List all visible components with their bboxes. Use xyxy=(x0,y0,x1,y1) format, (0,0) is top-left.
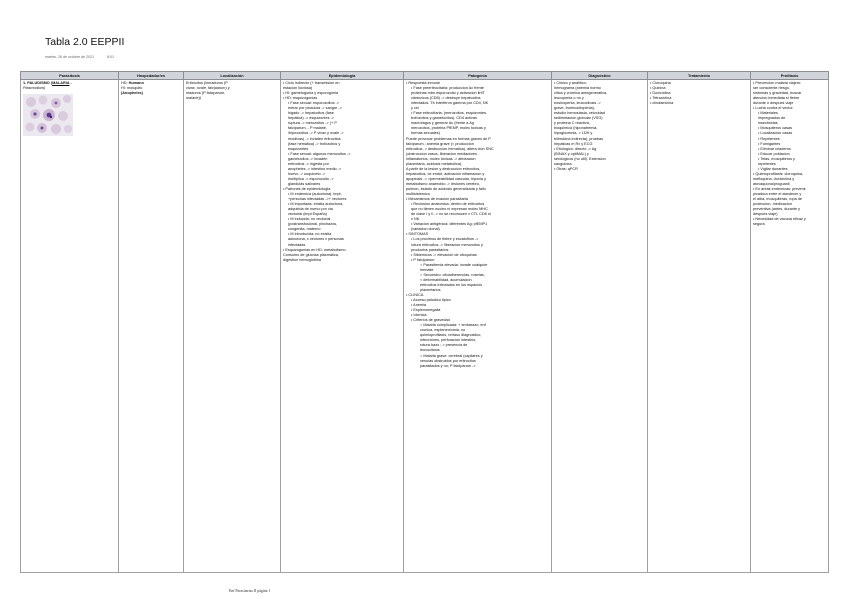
cell-line: proteinas mbn esporozoito y activacion linfT xyxy=(411,91,485,96)
cell-line: • Ciclo indirecto (+ transmision en xyxy=(283,81,340,85)
cell-line: parasitados y no; P falciparum -> xyxy=(420,363,476,368)
cell-line: estacion lluviosa) xyxy=(283,86,313,91)
cell-localizacion: Eritrocitos (inmaduros (P vivax, ovale, falciparum) y maduros (P falciparum, malarie)) xyxy=(184,80,281,573)
header-parasitosis: Parasitosis xyxy=(21,72,119,80)
cell-line: (variacion clonal) xyxy=(411,227,440,232)
table-row xyxy=(21,80,829,573)
cell-line: • clindamicina xyxy=(650,101,674,106)
cell-line: quimioprofilaxis, retraso diagnostico, xyxy=(420,333,482,338)
cell-line: falciparum, - P malarie, xyxy=(288,126,327,131)
cell-line: trofozoitos y gametocitos). CD4 activan xyxy=(411,116,478,121)
cell-line: que no tienen nucleo ni expresan molec MHC xyxy=(411,207,488,212)
cell-line: ○ Parasitemia elevada: invade cualquier xyxy=(420,262,488,267)
cell-line: multisistemico xyxy=(406,192,430,197)
cell-line: x NK. xyxy=(411,217,421,222)
cell-line: atovaquona/proguanil xyxy=(753,181,790,186)
cell-line: hematie xyxy=(420,267,434,272)
malaria-link[interactable]: MALARIA xyxy=(52,81,70,85)
cell-line: • Fase sexual: algunos merozoitos -> xyxy=(288,151,351,156)
cell-line: citica y cromica amegenerativa, xyxy=(554,91,608,96)
cell-line: hepaticas m Rx y ECG xyxy=(554,141,593,146)
cell-line: autoctona, x vectores x personas xyxy=(288,237,344,242)
cell-line: A partir de la lesion y destruccion eritrocitos, xyxy=(406,166,481,171)
cell-line: • Ictericia xyxy=(411,313,427,318)
parasitosis-table xyxy=(20,71,829,573)
page-date-time xyxy=(45,55,114,59)
header-hospedador: Hospedador/es xyxy=(119,72,184,80)
cell-line: • En areas endemicas: prevenir xyxy=(753,186,806,191)
cell-line: hemograma (anemia normo xyxy=(554,86,601,91)
cell-line: macrofagos y generar Ac (frente a Ag xyxy=(411,121,474,126)
cell-line: < deformabilidad, acumulacion xyxy=(420,277,472,282)
cell-line: productos parasitarios xyxy=(411,247,449,252)
cell-line: glandulas salivares xyxy=(288,181,321,186)
cell-line: • Educar poblacion xyxy=(758,151,790,156)
epidemiologia-lines xyxy=(283,81,401,263)
cell-line: • Tetraciclina xyxy=(650,96,672,101)
cell-line: anopheles -> intestino medio -> xyxy=(288,166,342,171)
cell-line: • Esplenomegalia xyxy=(411,308,441,313)
cell-line: recidivas) -> invaden eritrocitos xyxy=(288,136,341,141)
header-patogenia: Patogenia xyxy=(404,72,552,80)
cell-line: eritrocitos -> ingesta por xyxy=(288,161,329,166)
cell-line: bioquimica (hiponatremia, xyxy=(554,126,598,131)
profilaxis-lines xyxy=(753,81,826,227)
cell-parasitosis xyxy=(21,80,119,573)
parasitosis-genus: Plasmodium) xyxy=(23,86,46,91)
cell-line: • Telas, mosquiteros y xyxy=(758,156,795,161)
cell-line: insecticidas xyxy=(758,121,778,126)
parasitosis-heading: 1. PALUDISMO (MALARIA - xyxy=(23,81,72,85)
cell-line: repelentes xyxy=(758,161,776,166)
cell-line: eritrocitos infectados en los espacios xyxy=(420,282,483,287)
cell-line: formas sexuales) xyxy=(411,131,440,136)
cell-epidemiologia xyxy=(281,80,404,573)
page-date: martes, 26 de octubre de 2021 xyxy=(45,55,94,59)
table-header-row xyxy=(21,72,829,80)
cell-line: • Mecanismos de evasion parasitaria xyxy=(406,197,468,202)
header-profilaxis: Profilaxis xyxy=(751,72,829,80)
cell-line: • M importada: existia autoctona, xyxy=(288,202,344,207)
header-localizacion: Localización xyxy=(184,72,281,80)
cell-line: • Respuesta inmune xyxy=(406,81,441,85)
cell-line: • Reclusion anatomica: dentro de eritrocitos xyxy=(411,202,485,207)
cell-line: impregnados de xyxy=(758,116,786,121)
page-time: 8:01 xyxy=(106,55,114,59)
cell-line: • Repelentes xyxy=(758,136,780,141)
cell-line: Consumo de glucosa plasmatica, xyxy=(283,252,339,257)
patogenia-lines xyxy=(406,81,549,369)
cell-line: pulmon, estado de acidosis generalizada y fallo xyxy=(406,186,486,191)
cell-line: • CLINICA xyxy=(406,292,424,297)
cell-line: gametocitos -> invaden xyxy=(288,156,328,161)
cell-profilaxis xyxy=(751,80,829,573)
cell-line: merozoitos, proteina PfEMP, molec toxicas y xyxy=(411,126,486,131)
cell-line: sanguinea. xyxy=(554,161,573,166)
cell-line: falciparum,: anemia grave (< produccion xyxy=(406,141,474,146)
cell-line: leucocitosis xyxy=(420,348,440,353)
cell-line: • M endemica (autoctona): impt, xyxy=(288,192,342,197)
cell-line: bilirrubina indirecta), pruebas xyxy=(554,136,603,141)
cell-line: • Patrones de epidemiologia xyxy=(283,186,331,191)
cell-line: huevo -> ooquineto -> xyxy=(288,171,326,176)
cell-line: grave, trombocitopenia), xyxy=(554,106,595,111)
page-title: Tabla 2.0 EEPPII xyxy=(45,36,125,48)
cell-diagnostico xyxy=(552,80,648,573)
cell-line: • Cloroquina xyxy=(650,81,671,85)
cell-line: vectorial (impt España) xyxy=(288,212,327,217)
cell-line: • Localizacion casas xyxy=(758,131,793,136)
cell-line: digestion hemoglobina xyxy=(283,257,321,262)
cell-line: infectadas xyxy=(288,242,306,247)
cell-line: • Quinina xyxy=(650,86,666,91)
blood-smear-image xyxy=(23,94,73,136)
cell-line: (BINAX y optiMAL) y xyxy=(554,151,589,156)
cell-line: el alba, mosquiteras, ropa de xyxy=(753,197,802,202)
cell-line: cronica, esplenectomia, no xyxy=(420,328,466,333)
cell-line: • Sistemicos -> elevación de citoquinas xyxy=(411,252,477,257)
cell-line: eosinopenia, leucocitosis -> xyxy=(554,101,601,106)
cell-line: mefloquina, doxiciclina y xyxy=(753,176,795,181)
cell-line: • Acceso paludico tipico xyxy=(411,298,451,303)
cell-line: congenita, materno xyxy=(288,227,321,232)
cell-line: infectados. Tb interferon gamma por CD4, NK xyxy=(411,101,489,106)
cell-line: (fase hematica) -> trofozoitos y xyxy=(288,141,341,146)
cell-line: higado -> hepatocitos (fase xyxy=(288,111,334,116)
cell-line: esquizontes xyxy=(288,146,309,151)
cell-line: • P falciparum xyxy=(411,257,435,262)
cell-line: • HD: esquizogonias xyxy=(283,96,318,101)
cell-line: Puede provocar problemas en formas graves de P xyxy=(406,136,491,141)
cell-patogenia xyxy=(404,80,552,573)
cell-line: ○ Secuestro: citoadherencias, rosetas, xyxy=(420,272,485,277)
tratamiento-lines xyxy=(650,81,748,106)
cell-line: preventiva (antes, durante y xyxy=(753,207,801,212)
page-footer: Enf Parasitarias II página 1 xyxy=(229,589,271,593)
cell-line: (obstruccion vasos, liberacion mediadores xyxy=(406,151,477,156)
cell-line: y cel xyxy=(411,106,419,111)
cell-line: inflamatorios, molec toxicas -> afectacion xyxy=(406,156,476,161)
cell-line: venulas obstruidos por eritrocitos xyxy=(420,358,476,363)
cell-line: • Fase eritrocitaria: (merozoitos, esquizontes, xyxy=(411,111,488,116)
cell-line: segura xyxy=(753,222,765,227)
cell-line: • Anemia xyxy=(411,303,427,308)
cell-line: • M introducida: no existia xyxy=(288,232,332,237)
cell-line: rotura eritrocitos -> liberacion merozoitos y xyxy=(411,242,483,247)
blood-smear-graphic xyxy=(23,94,73,136)
cell-line: entrar por picadura -> sangre -> xyxy=(288,106,342,111)
cell-line: • HI: gametogonia y esporogonia xyxy=(283,91,339,96)
cell-line: placentaria, acidosis metabolica). xyxy=(406,161,463,166)
cell-line: ruptura -> merozoitos -> (+ P xyxy=(288,121,337,126)
header-tratamiento: Tratamiento xyxy=(648,72,751,80)
cell-tratamiento xyxy=(648,80,751,573)
cell-line: • Materiales xyxy=(758,111,778,116)
cell-line: • Vigilar donantes xyxy=(758,166,788,171)
cell-line: • Mosquiteros casas xyxy=(758,126,793,131)
cell-line: metabolismo anaerobio -> lesiones cerebro, xyxy=(406,181,480,186)
cell-hospedador: HD: Humano HI: mosquito (Anopheles) xyxy=(119,80,184,573)
cell-line: citotoxicos (CD8) -> destruye hepatocitos xyxy=(411,96,481,101)
cell-line: (postransfusional, pinchazos, xyxy=(288,222,338,227)
cell-line: • Los proximos de fiebre y escalofrios -> xyxy=(411,237,479,242)
cell-line: hipoglucemia, > LDH y xyxy=(554,131,593,136)
cell-line: • Eliminar criaderos xyxy=(758,146,791,151)
cell-line: • Otras: qPCR xyxy=(554,166,578,171)
cell-line: • Necesidad de vacuna eficaz y xyxy=(753,217,806,222)
cell-line: eritrocitos, > destruccion hematica), altera ción SNC xyxy=(406,146,494,151)
cell-line: • Prevencion malaria viajero: xyxy=(753,81,802,85)
cell-line: +personas infectadas ->+ vectores xyxy=(288,197,347,202)
cell-line: multiplica -> esporozoito -> xyxy=(288,176,334,181)
cell-line: ○ Malaria grave: cerebral (capilares y xyxy=(420,353,483,358)
cell-line: • Etiologico: directo -> Ag xyxy=(554,146,597,151)
cell-line: • Fumigantes xyxy=(758,141,781,146)
cell-line: estudio hemostasia, velocidad xyxy=(554,111,605,116)
cell-line: de clase I y II -> no se reconocen x CTL CD8 ni xyxy=(411,212,491,217)
cell-line: • Clinico y analitico: xyxy=(554,81,587,85)
cell-line: atencion inmediata si fiebre xyxy=(753,96,800,101)
cell-line: infecciones, perforacion intestino, xyxy=(420,338,477,343)
cell-line: • SINTOMAS xyxy=(406,232,429,237)
cell-line: /hipnozoitos -> P vivax y ovale -> xyxy=(288,131,344,136)
cell-line: adquirida de nuevo por via xyxy=(288,207,333,212)
cell-line: • Fase sexual: esporozoitos -> xyxy=(288,101,340,106)
cell-line: rotura bazo ; > presencia de xyxy=(420,343,468,348)
cell-line: despues viaje) xyxy=(753,212,778,217)
cell-line: placentarios xyxy=(420,287,441,292)
cell-line: • Doxiciclina xyxy=(650,91,671,96)
diagnostico-lines xyxy=(554,81,645,172)
header-epidemiologia: Epidemiología xyxy=(281,72,404,80)
cell-line: y proteina C reactiva, xyxy=(554,121,590,126)
cell-line: ser consciente riesgo, xyxy=(753,86,790,91)
cell-line: ○ Malaria complicada: + embarazo, enf xyxy=(420,323,486,328)
cell-line: hepatocitos, ce endot, activacion inflamacion y xyxy=(406,171,485,176)
cell-line: picadura entre el atardecer y xyxy=(753,192,802,197)
cell-line: • Quimioprofilaxis: cloroquina, xyxy=(753,171,804,176)
cell-line: serologicos (no util). Extension xyxy=(554,156,606,161)
cell-line: proteccion, medicacion xyxy=(753,202,792,207)
cell-line: • Criterios de gravedad xyxy=(411,318,450,323)
cell-line: • Fase preeritrocitaria: produccion Ac frente xyxy=(411,86,484,91)
cell-line: apoptosis -> >permeabilidad vascular, hipoxia y xyxy=(406,176,486,181)
cell-line: • M inducida: no vectorial xyxy=(288,217,331,222)
cell-line: sintomas y gravedad, buscar xyxy=(753,91,802,96)
cell-line: • Lucha contra el vector xyxy=(753,106,793,111)
cell-line: durante o despues viaje xyxy=(753,101,794,106)
cell-line: hepatica) -> esquizontes -> xyxy=(288,116,335,121)
cell-line: • Esquizogonias en HD: metabolismo. xyxy=(283,247,347,252)
cell-line: sedimetacion globular (VSG) xyxy=(554,116,603,121)
cell-line: leucopenia o no y xyxy=(554,96,584,101)
cell-line: • Variacion antigénica: diferentes Ag: pfEMP1 xyxy=(411,222,488,227)
header-diagnostico: Diagnóstico xyxy=(552,72,648,80)
